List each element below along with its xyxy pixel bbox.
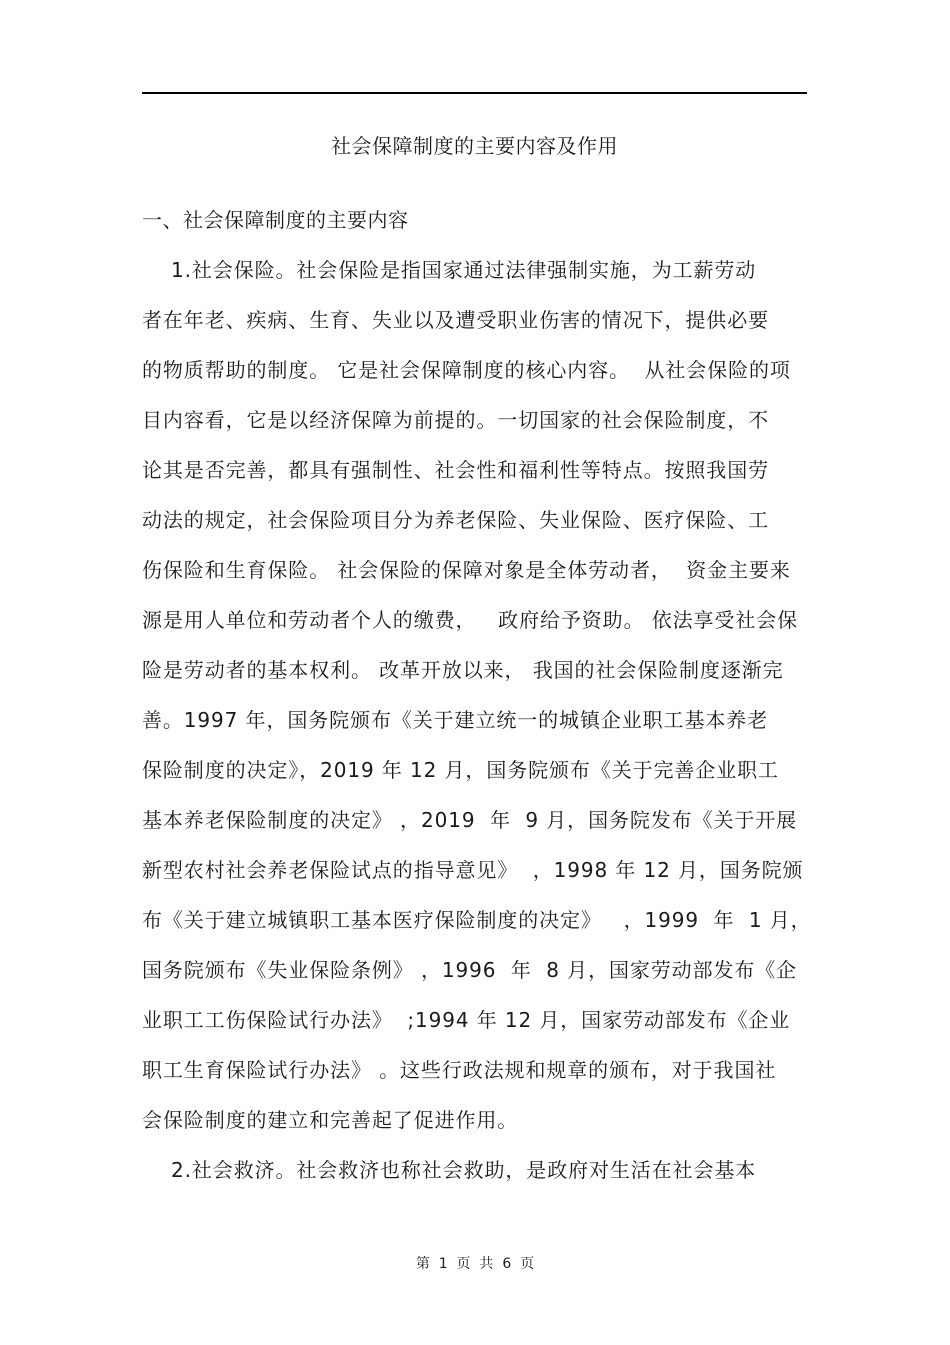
page-number: 第 1 页 共 6 页: [415, 1256, 535, 1272]
paragraph-line: 者在年老、疾病、生育、失业以及遭受职业伤害的情况下，提供必要: [142, 308, 769, 332]
paragraph-line: 会保险制度的建立和完善起了促进作用。: [142, 1108, 519, 1132]
paragraph-line: 源是用人单位和劳动者个人的缴费， 政府给予资助。 依法享受社会保: [142, 608, 799, 632]
paragraph-line: 基本养老保险制度的决定》 ，2019 年 9 月，国务院发布《关于开展: [142, 808, 798, 832]
paragraph-line: 目内容看，它是以经济保障为前提的。一切国家的社会保险制度，不: [142, 408, 769, 432]
paragraph-line: 布《关于建立城镇职工基本医疗保险制度的决定》 ，1999 年 1 月，: [142, 908, 812, 932]
paragraph-line: 论其是否完善，都具有强制性、社会性和福利性等特点。按照我国劳: [142, 458, 769, 482]
paragraph-line: 险是劳动者的基本权利。 改革开放以来， 我国的社会保险制度逐渐完: [142, 658, 784, 682]
header-rule: [142, 92, 807, 94]
paragraph-line: 的物质帮助的制度。 它是社会保障制度的核心内容。 从社会保险的项: [142, 358, 791, 382]
paragraph-line: 动法的规定，社会保险项目分为养老保险、失业保险、医疗保险、工: [142, 508, 769, 532]
paragraph-line: 新型农村社会养老保险试点的指导意见》 ，1998 年 12 月，国务院颁: [142, 858, 804, 882]
paragraph-line: 保险制度的决定》，2019 年 12 月，国务院颁布《关于完善企业职工: [142, 758, 779, 782]
paragraph-line: 职工生育保险试行办法》 。这些行政法规和规章的颁布，对于我国社: [142, 1058, 777, 1082]
paragraph-line: 国务院颁布《失业保险条例》 ，1996 年 8 月，国家劳动部发布《企: [142, 958, 798, 982]
section-heading: 一、社会保障制度的主要内容: [142, 208, 409, 232]
paragraph-line: 1.社会保险。社会保险是指国家通过法律强制实施，为工薪劳动: [142, 258, 757, 282]
paragraph-line: 业职工工伤保险试行办法》 ;1994 年 12 月，国家劳动部发布《企业: [142, 1008, 791, 1032]
paragraph-line: 2.社会救济。社会救济也称社会救助，是政府对生活在社会基本: [142, 1158, 757, 1182]
paragraph-line: 伤保险和生育保险。 社会保险的保障对象是全体劳动者， 资金主要来: [142, 558, 791, 582]
paragraph-line: 善。1997 年，国务院颁布《关于建立统一的城镇企业职工基本养老: [142, 708, 769, 732]
document-title: 社会保障制度的主要内容及作用: [331, 134, 618, 158]
